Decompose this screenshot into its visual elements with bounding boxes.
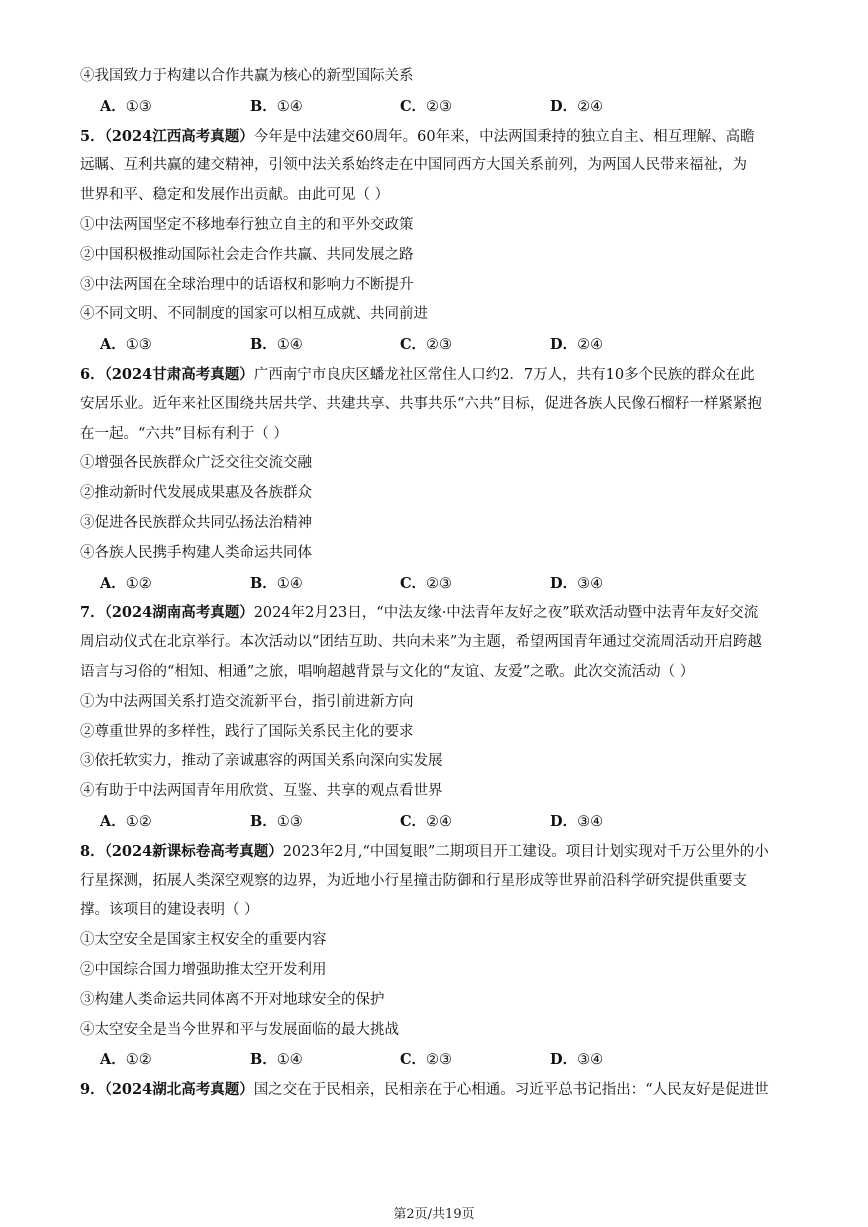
option-text: ②④ bbox=[577, 98, 604, 115]
stem-text: 远瞩、互利共赢的建交精神，引领中法关系始终走在中国同西方大国关系前列，为两国人民带来福祉，为 bbox=[80, 157, 747, 174]
answer-options bbox=[80, 1045, 800, 1075]
answer-option bbox=[400, 1045, 550, 1075]
stem-text: 今年是中法建交60周年。60年来，中法两国秉持的独立自主、相互理解、高瞻 bbox=[253, 128, 755, 145]
option-letter: B． bbox=[250, 336, 277, 354]
statement-item: ②推动新时代发展成果惠及各族群众 bbox=[80, 485, 312, 502]
question-stem-line bbox=[80, 658, 800, 688]
statement-item: ②尊重世界的多样性，践行了国际关系民主化的要求 bbox=[80, 723, 414, 740]
option-text: ③④ bbox=[577, 575, 604, 592]
question-stem-line bbox=[80, 151, 800, 181]
question-block bbox=[80, 1075, 800, 1105]
option-text: ②③ bbox=[426, 98, 453, 115]
statement-item: ③中法两国在全球治理中的话语权和影响力不断提升 bbox=[80, 276, 414, 293]
answer-option bbox=[250, 92, 400, 122]
stem-text: 广西南宁市良庆区蟠龙社区常住人口约2．7万人，共有10多个民族的群众在此 bbox=[253, 366, 755, 383]
option-letter: D． bbox=[550, 336, 578, 354]
document-page bbox=[80, 62, 800, 1105]
statement-item: ④有助于中法两国青年用欣赏、互鉴、共享的观点看世界 bbox=[80, 783, 443, 800]
statement-item: ①增强各民族群众广泛交往交流交融 bbox=[80, 455, 312, 472]
answer-options bbox=[80, 92, 800, 122]
question-number-source: 6． bbox=[80, 365, 105, 383]
answer-option bbox=[400, 569, 550, 599]
answer-option bbox=[550, 807, 700, 837]
option-letter: A． bbox=[100, 336, 126, 354]
statement-item: ④各族人民携手构建人类命运共同体 bbox=[80, 544, 312, 561]
answer-option bbox=[100, 1045, 250, 1075]
question-stem-first-line bbox=[80, 1075, 800, 1105]
option-text: ②③ bbox=[426, 575, 453, 592]
answer-option bbox=[250, 330, 400, 360]
question-block bbox=[80, 837, 800, 1075]
option-text: ②④ bbox=[577, 337, 604, 354]
option-letter: A． bbox=[100, 574, 126, 592]
option-letter: B． bbox=[250, 1051, 277, 1069]
question-source: （2024湖南高考真题） bbox=[104, 604, 254, 622]
option-text: ②③ bbox=[426, 1052, 453, 1069]
question-source: （2024甘肃高考真题） bbox=[104, 365, 254, 383]
answer-options bbox=[80, 569, 800, 599]
answer-option bbox=[400, 807, 550, 837]
question-source: （2024新课标卷高考真题） bbox=[104, 842, 283, 860]
option-letter: A． bbox=[100, 97, 126, 115]
question-block bbox=[80, 598, 800, 836]
answer-option bbox=[550, 1045, 700, 1075]
option-letter: B． bbox=[250, 574, 277, 592]
answer-option bbox=[550, 569, 700, 599]
statement-item: ②中国积极推动国际社会走合作共赢、共同发展之路 bbox=[80, 246, 414, 263]
question-number-source: 7． bbox=[80, 604, 105, 622]
statement-item: ①中法两国坚定不移地奉行独立自主的和平外交政策 bbox=[80, 216, 414, 233]
statement-item: ③依托软实力，推动了亲诚惠容的两国关系向深向实发展 bbox=[80, 753, 443, 770]
option-letter: D． bbox=[550, 812, 578, 830]
question-stem-line bbox=[80, 867, 800, 897]
answer-option bbox=[100, 569, 250, 599]
option-text: ①② bbox=[125, 1052, 152, 1069]
answer-option bbox=[100, 92, 250, 122]
option-text: ②④ bbox=[426, 813, 453, 830]
statement-item: ④我国致力于构建以合作共赢为核心的新型国际关系 bbox=[80, 68, 414, 84]
question-stem-line bbox=[80, 181, 800, 211]
question-source: （2024湖北高考真题） bbox=[104, 1081, 254, 1099]
statement-item: ①太空安全是国家主权安全的重要内容 bbox=[80, 932, 327, 949]
option-text: ①③ bbox=[276, 813, 303, 830]
option-text: ①④ bbox=[276, 337, 303, 354]
question-stem-line bbox=[80, 896, 800, 926]
question-number-source: 9． bbox=[80, 1081, 105, 1099]
stem-text: 行星探测，拓展人类深空观察的边界，为近地小行星撞击防御和行星形成等世界前沿科学研究提供重要支 bbox=[80, 872, 747, 889]
page-footer: 第2页/共19页 bbox=[393, 1207, 475, 1222]
option-letter: C． bbox=[400, 812, 427, 830]
question-stem-first-line bbox=[80, 122, 800, 152]
statement-item: ④不同文明、不同制度的国家可以相互成就、共同前进 bbox=[80, 306, 428, 323]
answer-option bbox=[400, 92, 550, 122]
option-letter: D． bbox=[550, 1051, 578, 1069]
stem-text: 2023年2月,“中国复眼”二期项目开工建设。项目计划实现对千万公里外的小 bbox=[282, 843, 769, 860]
answer-options bbox=[80, 330, 800, 360]
stem-text: 安居乐业。近年来社区围绕共居共学、共建共享、共事共乐“六共”目标，促进各族人民像石榴籽一样紧紧抱 bbox=[80, 395, 762, 412]
question-stem-line bbox=[80, 420, 800, 450]
question-stem-first-line bbox=[80, 598, 800, 628]
stem-text: 撑。该项目的建设表明（ ） bbox=[80, 902, 259, 919]
stem-text: 2024年2月23日，“中法友缘·中法青年友好之夜”联欢活动暨中法青年友好交流 bbox=[253, 605, 759, 622]
option-text: ①② bbox=[125, 813, 152, 830]
option-text: ①③ bbox=[125, 98, 152, 115]
answer-option bbox=[250, 1045, 400, 1075]
question-number-source: 5． bbox=[80, 127, 105, 145]
option-text: ①② bbox=[125, 575, 152, 592]
statement-item: ②中国综合国力增强助推太空开发利用 bbox=[80, 961, 327, 978]
option-letter: C． bbox=[400, 97, 427, 115]
question-block bbox=[80, 360, 800, 598]
option-text: ③④ bbox=[577, 813, 604, 830]
answer-option bbox=[100, 330, 250, 360]
option-letter: A． bbox=[100, 1051, 126, 1069]
question-stem-line bbox=[80, 628, 800, 658]
statement-item: ④太空安全是当今世界和平与发展面临的最大挑战 bbox=[80, 1021, 399, 1038]
option-letter: C． bbox=[400, 336, 427, 354]
option-text: ①④ bbox=[276, 1052, 303, 1069]
stem-text: 周启动仪式在北京举行。本次活动以“团结互助、共向未来”为主题，希望两国青年通过交流周活动开启跨越 bbox=[80, 634, 762, 651]
option-letter: B． bbox=[250, 97, 277, 115]
answer-options bbox=[80, 807, 800, 837]
stem-text: 世界和平、稳定和发展作出贡献。由此可见（ ） bbox=[80, 187, 390, 204]
option-letter: A． bbox=[100, 812, 126, 830]
option-letter: D． bbox=[550, 97, 578, 115]
question-number-source: 8． bbox=[80, 842, 105, 860]
answer-option bbox=[400, 330, 550, 360]
question-source: （2024江西高考真题） bbox=[104, 127, 254, 145]
option-letter: C． bbox=[400, 1051, 427, 1069]
statement-item: ①为中法两国关系打造交流新平台，指引前进新方向 bbox=[80, 693, 414, 710]
answer-option bbox=[550, 330, 700, 360]
statement-item: ③构建人类命运共同体离不开对地球安全的保护 bbox=[80, 991, 385, 1008]
stem-text: 语言与习俗的“相知、相通”之旅，唱响超越背景与文化的“友谊、友爱”之歌。此次交流活动（ ） bbox=[80, 663, 695, 680]
option-text: ①④ bbox=[276, 98, 303, 115]
option-text: ③④ bbox=[577, 1052, 604, 1069]
option-text: ②③ bbox=[426, 337, 453, 354]
stem-text: 在一起。“六共”目标有利于（ ） bbox=[80, 425, 288, 442]
answer-option bbox=[100, 807, 250, 837]
option-letter: B． bbox=[250, 812, 277, 830]
option-letter: C． bbox=[400, 574, 427, 592]
option-letter: D． bbox=[550, 574, 578, 592]
option-text: ①④ bbox=[276, 575, 303, 592]
option-text: ①③ bbox=[125, 337, 152, 354]
question-stem-first-line bbox=[80, 360, 800, 390]
statement-item: ③促进各民族群众共同弘扬法治精神 bbox=[80, 514, 312, 531]
answer-option bbox=[250, 807, 400, 837]
question-block bbox=[80, 122, 800, 360]
question-stem-line bbox=[80, 390, 800, 420]
question-block bbox=[80, 62, 800, 122]
answer-option bbox=[250, 569, 400, 599]
question-stem-first-line bbox=[80, 837, 800, 867]
stem-text: 国之交在于民相亲，民相亲在于心相通。习近平总书记指出：“人民友好是促进世 bbox=[253, 1082, 769, 1099]
answer-option bbox=[550, 92, 700, 122]
